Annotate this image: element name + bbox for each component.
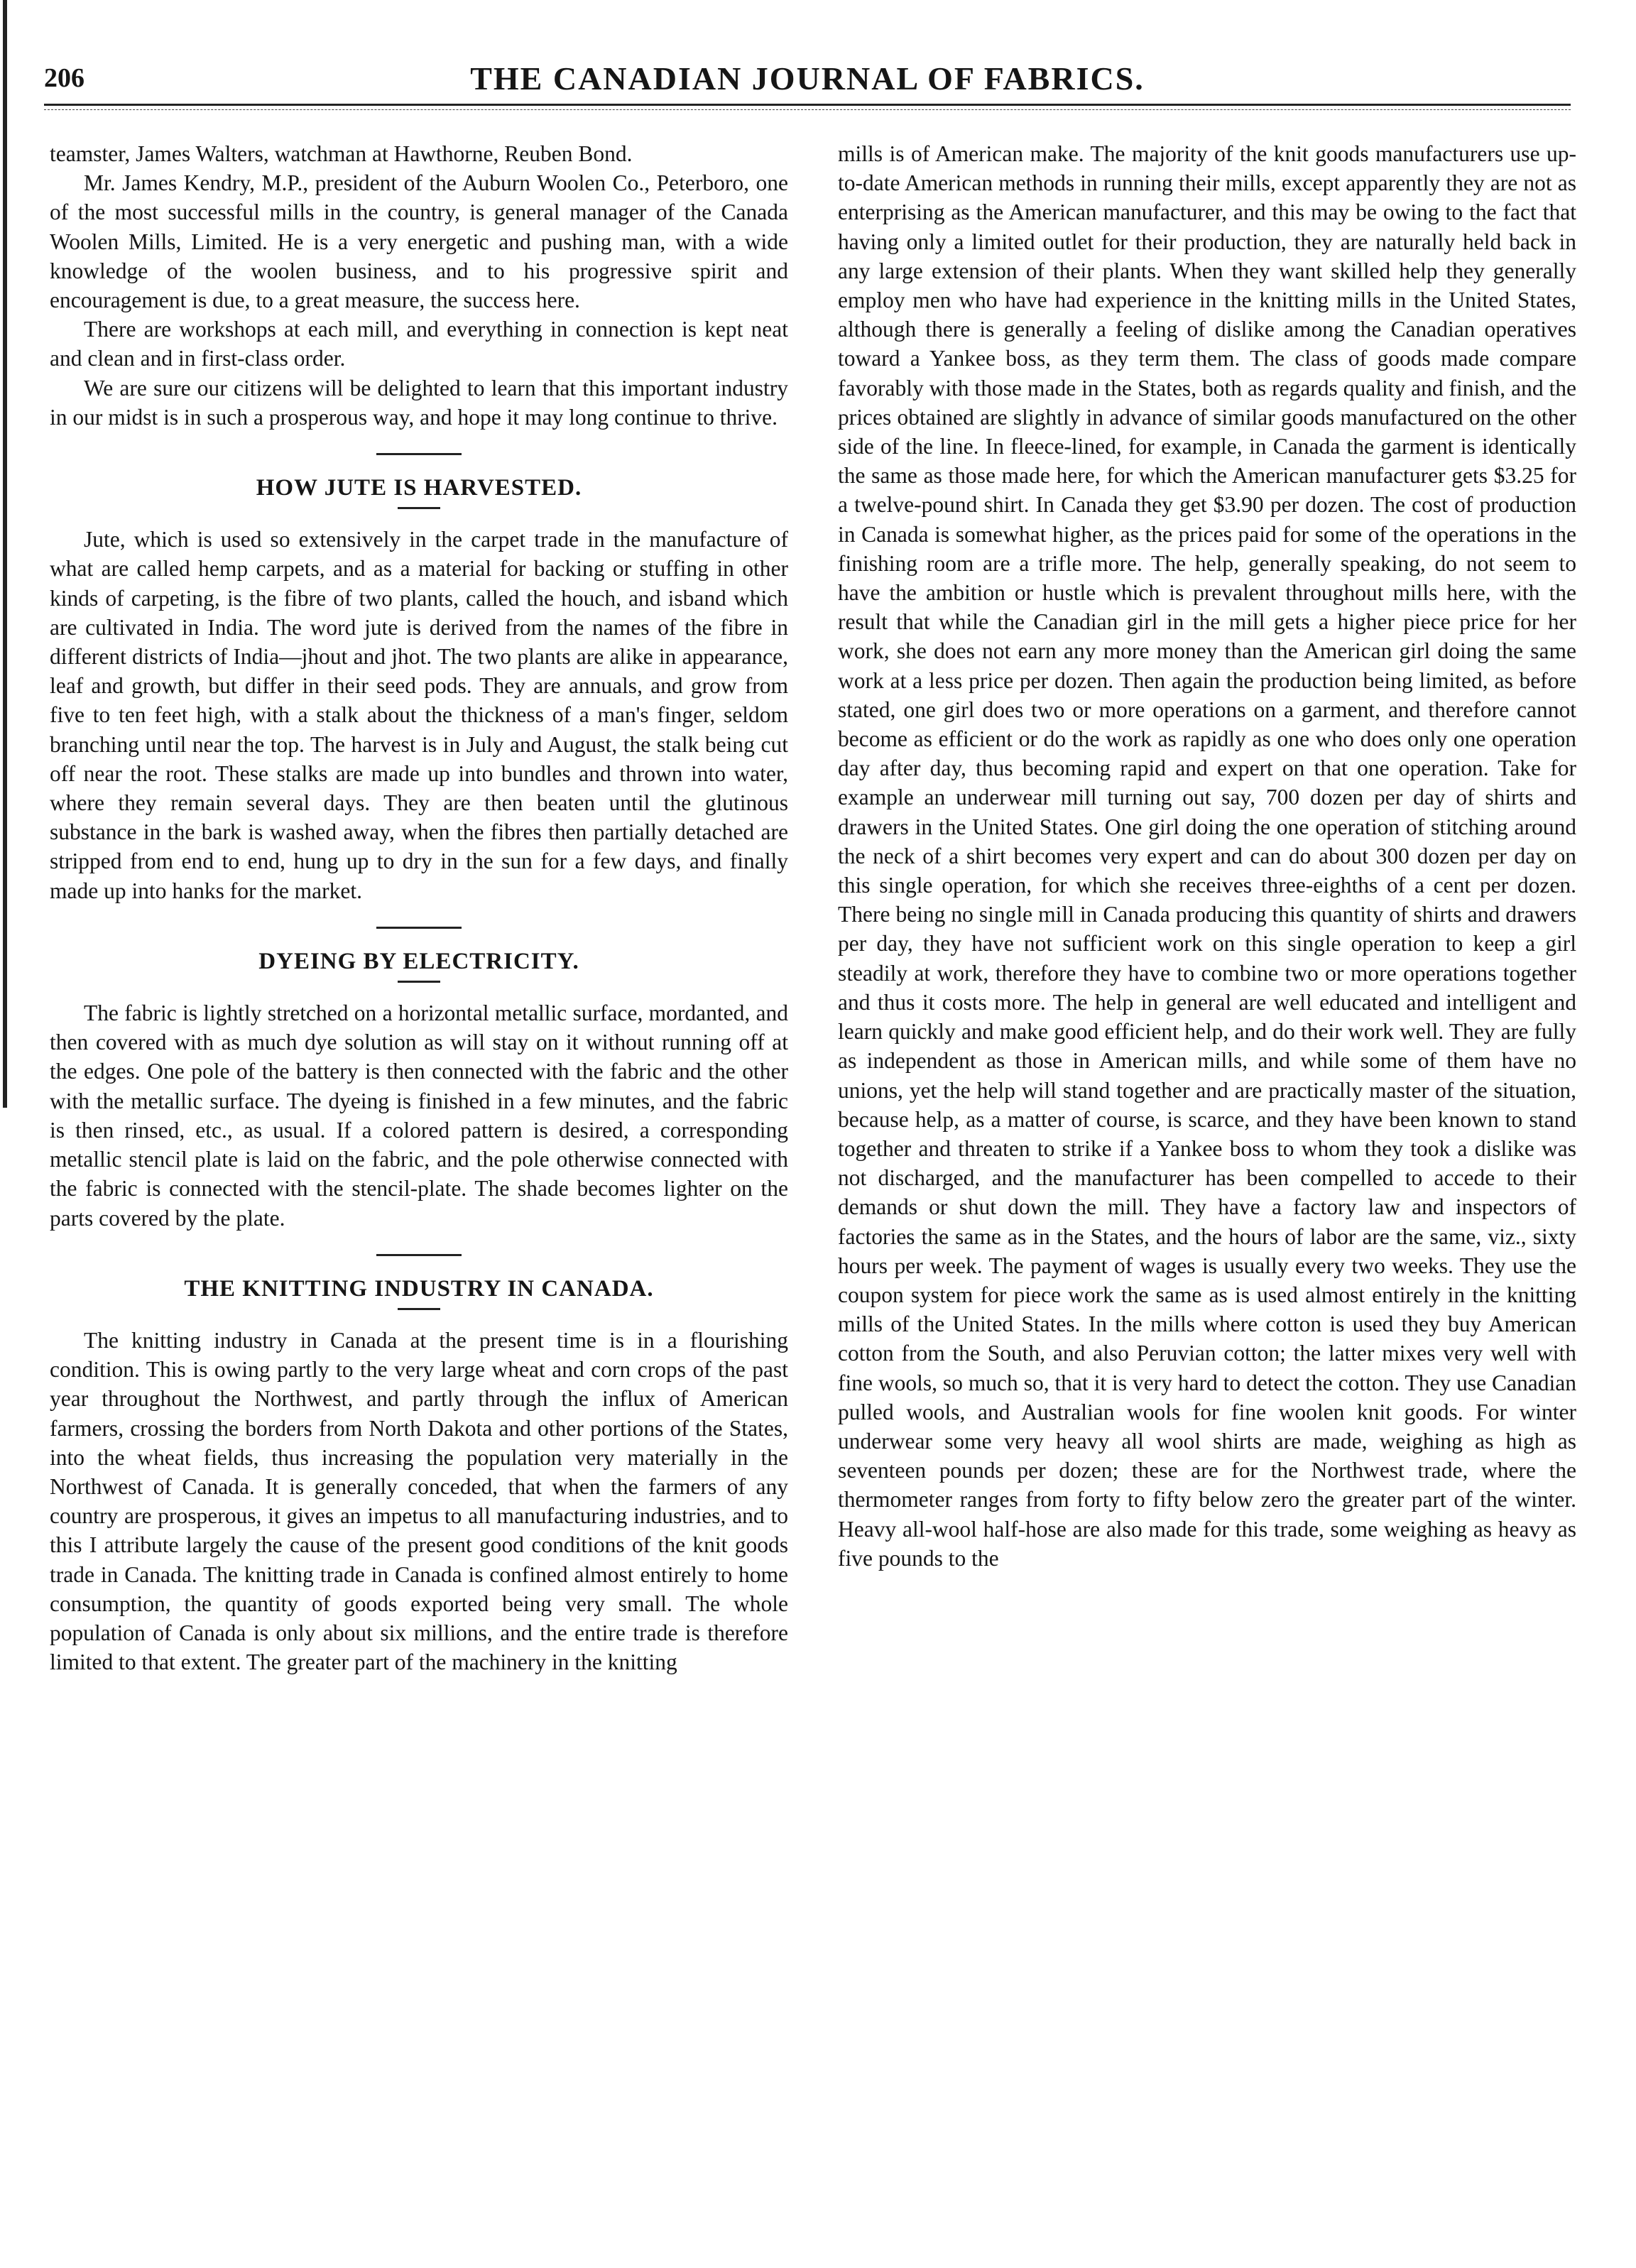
page-edge-rule <box>3 0 7 1108</box>
header-rule-dashed <box>44 109 1571 110</box>
header-rule <box>44 104 1571 106</box>
dyeing-paragraph: The fabric is lightly stretched on a horizontal metallic surface, mordanted, and then covered with as much dye solution as will stay on it without running off at the edges. One pole of the battery is then connected with the fabric and the other with the metallic surface. The dyeing is finished in a few minutes, and the fabric is then rinsed, etc., as usual. If a colored pattern is desired, a corresponding metallic stencil plate is laid on the fabric, and the pole otherwise connected with the fabric is connected with the stencil-plate. The shade becomes lighter on the parts covered by the plate. <box>50 1001 788 1231</box>
page-header <box>44 62 1571 105</box>
section-divider <box>376 927 462 929</box>
knitting-continued-paragraph: mills is of American make. The majority of the knit goods manufacturers use up-to-date American methods in running their mills, except apparently they are not as enterprising as the American manufacturer, and this may be owing to the fact that having only a limited outlet for their production, they are naturally held back in any large extension of their plants. When they want skilled help they generally employ men who have had experience in the knitting mills in the United States, although there is generally a feeling of dislike among the Canadian operatives toward a Yankee boss, as they term them. The class of goods made compare favorably with those made in the States, both as regards quality and finish, and the prices obtained are slightly in advance of similar goods manufactured on the other side of the line. In fleece-lined, for example, in Canada the garment is identically the same as those made here, for which the American manufacturer gets $3.25 for a twelve-pound shirt. In Canada they get $3.90 per dozen. The cost of production in Canada is somewhat higher, as the prices paid for some of the operations in the finishing room are a trifle more. The help, generally speaking, do not seem to have the ambition or hustle which is prevalent throughout mills here, with the result that while the Canadian girl in the mill gets a higher piece price for her work, she does not earn any more money than the American girl doing the same work at a less price per dozen. Then again the production being limited, as before stated, one girl does two or more operations on a garment, and therefore cannot become as efficient or do the work as rapidly as one who does only one operation day after day, thus becoming rapid and expert on that one operation. Take for example an underwear mill turning out say, 700 dozen per day of shirts and drawers in the United States. One girl doing the one operation of stitching around the neck of a shirt becomes very expert and can do about 300 dozen per day on this single operation, for which she receives three-eighths of a cent per dozen. There being no single mill in Canada producing this quantity of shirts and drawers per day, they have not sufficient work on this single operation to keep a girl steadily at work, therefore they have to combine two or more operations together and thus it costs more. The help in general are well educated and intelligent and learn quickly and make good efficient help, and do their work well. They are fully as independent as those in American mills, and while some of them have no unions, yet the help will stand together and are practically master of the situation, because help, as a matter of course, is scarce, and they have been known to stand together and threaten to strike if a Yankee boss to whom they took a dislike was not discharged, and the manufacturer has been compelled to accede to their demands or shut down the mill. They have a factory law and inspectors of factories the same as in the States, and the hours of labor are the same, viz., sixty hours per week. The payment of wages is usually every two weeks. They use the coupon system for piece work the same as is used almost entirely in the knitting mills of the United States. In the mills where cotton is used they buy American cotton from the South, and also Peruvian cotton; the latter mixes very well with fine wools, so much so, that it is very hard to detect the cotton. They use Canadian pulled wools, and Australian wools for fine woolen knit goods. For winter underwear some very heavy all wool shirts are made, weighing as high as seventeen pounds per dozen; these are for the Northwest trade, where the thermometer ranges from forty to fifty below zero the greater part of the winter. Heavy all-wool half-hose are also made for this trade, some weighing as heavy as five pounds to the <box>838 141 1576 1571</box>
left-column <box>50 139 788 1677</box>
intro-paragraph: Mr. James Kendry, M.P., president of the Auburn Woolen Co., Peterboro, one of the most successful mills in the country, is general manager of the Canada Woolen Mills, Limited. He is a very energetic and pushing man, with a wide knowledge of the woolen business, and to his progressive spirit and encouragement is due, to a great measure, the success here. <box>50 170 788 313</box>
title-underline <box>398 981 440 983</box>
section-title-jute: HOW JUTE IS HARVESTED. <box>256 475 582 501</box>
jute-paragraph: Jute, which is used so extensively in the carpet trade in the manufacture of what are called hemp carpets, and as a material for backing or stuffing in other kinds of carpeting, is the fibre of two plants, called the houch, and isband which are cultivated in India. The word jute is derived from the names of the fibre in different districts of India—jhout and jhot. The two plants are alike in appearance, leaf and growth, but differ in their seed pods. They are annuals, and grow from five to ten feet high, with a stalk about the thickness of a man's finger, seldom branching until near the top. The harvest is in July and August, the stalk being cut off near the root. These stalks are made up into bundles and thrown into water, where they remain several days. They are then beaten until the glutinous substance in the bark is washed away, when the fibres then partially detached are stripped from end to end, hung up to dry in the sun for a few days, and finally made up into hanks for the market. <box>50 527 788 903</box>
section-divider <box>376 453 462 455</box>
section-title-knitting: THE KNITTING INDUSTRY IN CANADA. <box>184 1275 654 1302</box>
page-number: 206 <box>44 63 84 93</box>
section-divider <box>376 1254 462 1256</box>
intro-paragraph: There are workshops at each mill, and everything in connection is kept neat and clean and in first-class order. <box>50 317 788 371</box>
section-title-dyeing: DYEING BY ELECTRICITY. <box>258 948 579 974</box>
right-column <box>838 139 1576 1573</box>
intro-paragraph: teamster, James Walters, watchman at Hawthorne, Reuben Bond. <box>50 141 633 166</box>
intro-paragraph: We are sure our citizens will be delighted to learn that this important industry in our midst is in such a prosperous way, and hope it may long continue to thrive. <box>50 375 788 430</box>
journal-title: THE CANADIAN JOURNAL OF FABRICS. <box>470 60 1145 97</box>
knitting-paragraph: The knitting industry in Canada at the present time is in a flourishing condition. This is owing partly to the very large wheat and corn crops of the past year throughout the Northwest, and partly through the influx of American farmers, crossing the borders from North Dakota and other portions of the States, into the wheat fields, thus increasing the population very materially in the Northwest of Canada. It is generally conceded, that when the farmers of any country are prosperous, it gives an impetus to all manufacturing industries, and to this I attribute largely the cause of the present good conditions of the knit goods trade in Canada. The knitting trade in Canada is confined almost entirely to home consumption, the quantity of goods exported being very small. The whole population of Canada is only about six millions, and the entire trade is therefore limited to that extent. The greater part of the machinery in the knitting <box>50 1327 788 1675</box>
title-underline <box>398 507 440 509</box>
title-underline <box>398 1308 440 1310</box>
